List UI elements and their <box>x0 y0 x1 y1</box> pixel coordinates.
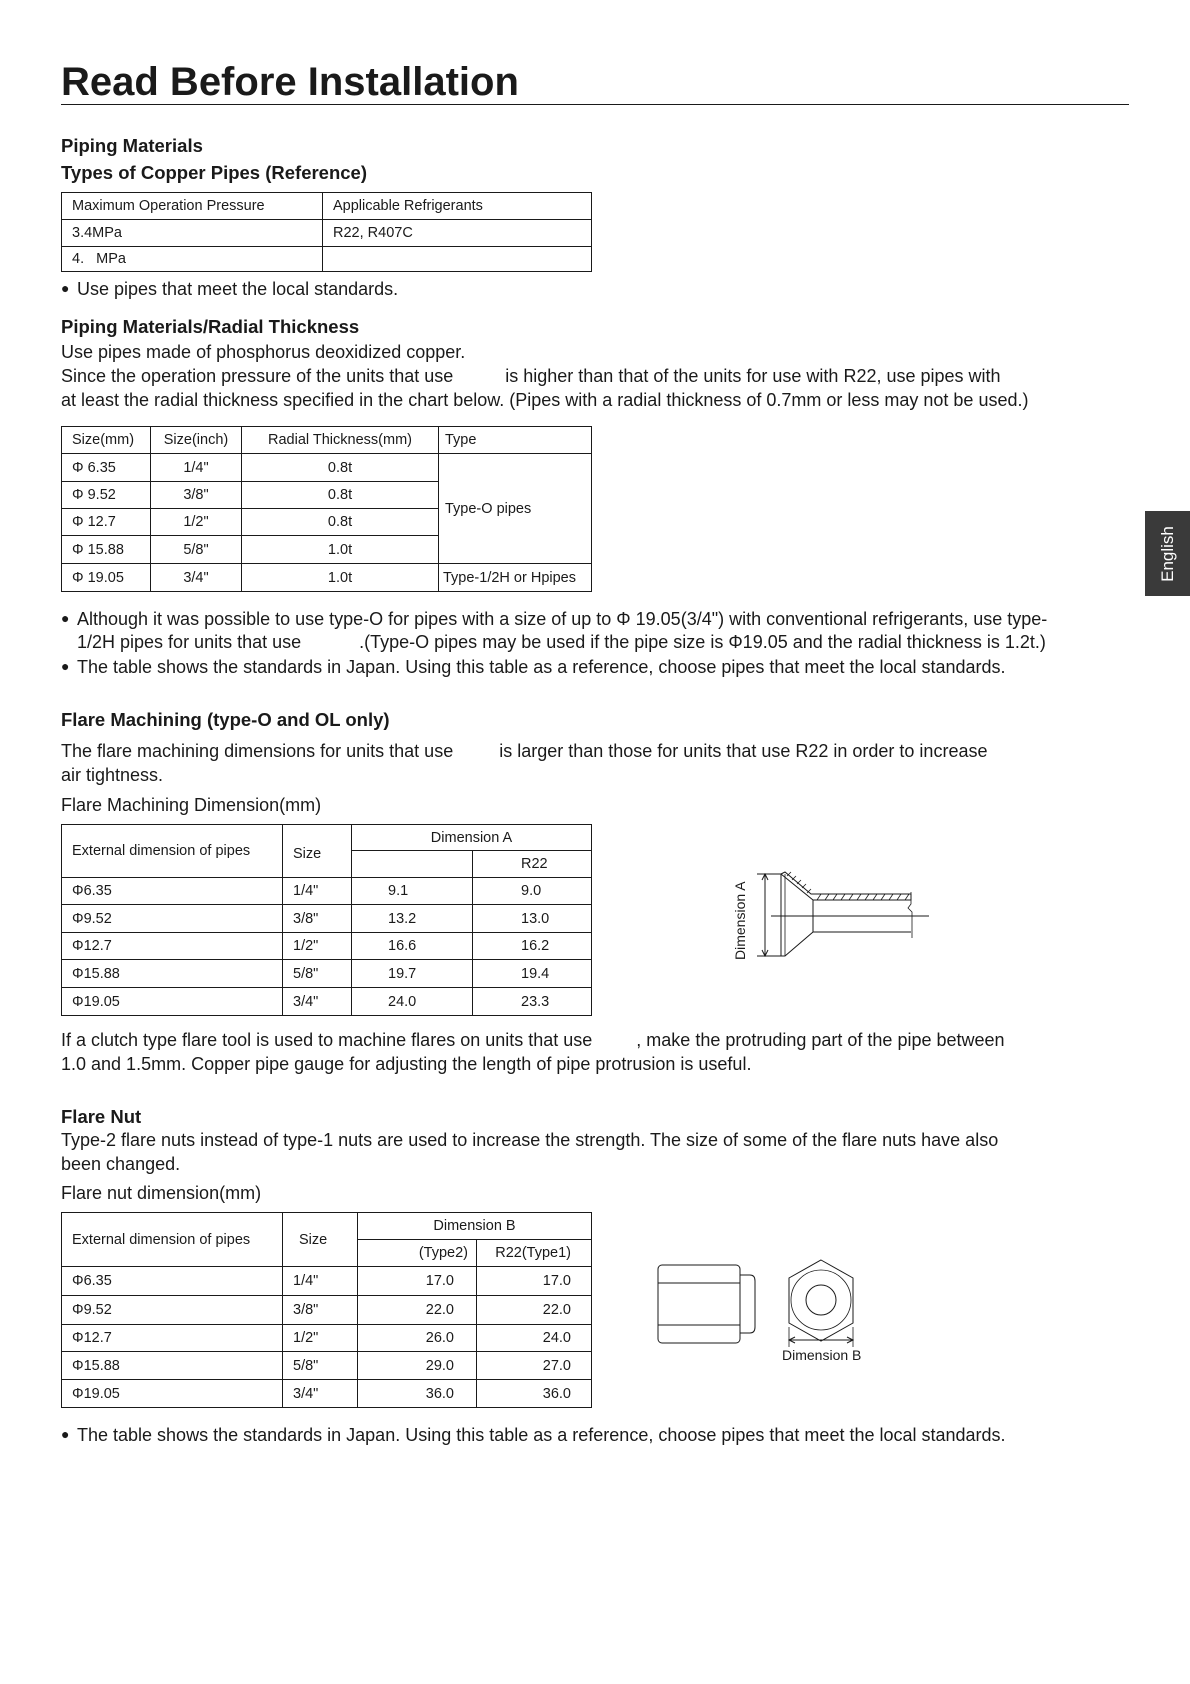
paragraph-pressure: Since the operation pressure of the units that use is higher than that of the units for use with R22, use pipes with <box>61 366 1001 386</box>
page-title: Read Before Installation <box>61 60 519 104</box>
table-cell: 1/2" <box>283 933 352 960</box>
table-cell: 22.0 <box>358 1296 477 1325</box>
table-cell: 36.0 <box>358 1380 477 1408</box>
bullet-japan-standards: ● The table shows the standards in Japan. Using this table as a reference, choose pipes that meet the local standards. <box>61 654 1006 679</box>
table-cell: 3/8" <box>151 482 242 509</box>
table-cell: 16.2 <box>473 933 592 960</box>
paragraph-clutch-tool: If a clutch type flare tool is used to machine flares on units that use , make the protruding part of the pipe between <box>61 1030 1005 1050</box>
table-row <box>62 960 592 988</box>
table-cell: Φ12.7 <box>62 933 283 960</box>
table-cell: 1/4" <box>151 454 242 482</box>
bullet-icon: ● <box>61 658 70 674</box>
table-cell: 1.0t <box>242 536 439 564</box>
table-cell: 24.0 <box>352 988 473 1016</box>
table-header-group: Dimension A <box>352 825 592 851</box>
table-cell: 1/4" <box>283 1267 358 1296</box>
table-cell: 5/8" <box>283 1352 358 1380</box>
table-cell: 0.8t <box>242 509 439 536</box>
table-cell: 3/4" <box>151 564 242 592</box>
paragraph-air-tightness: air tightness. <box>61 765 164 785</box>
table-cell: Φ 9.52 <box>62 482 151 509</box>
table-row <box>62 454 592 482</box>
paragraph-flare-nut-2: been changed. <box>61 1154 181 1174</box>
table-cell: 27.0 <box>477 1352 592 1380</box>
table-cell: 0.8t <box>242 454 439 482</box>
paragraph-copper: Use pipes made of phosphorus deoxidized copper. <box>61 342 466 362</box>
table-header-row <box>62 193 592 220</box>
section-heading-flare-nut: Flare Nut <box>61 1106 142 1127</box>
table-cell: Φ 19.05 <box>62 564 151 592</box>
flare-diagram-icon <box>725 860 945 970</box>
language-tab-label: English <box>1157 525 1177 582</box>
table-cell: 29.0 <box>358 1352 477 1380</box>
table-row <box>62 1380 592 1408</box>
table-row <box>62 1296 592 1325</box>
bullet-icon: ● <box>61 1426 70 1442</box>
table-cell: 36.0 <box>477 1380 592 1408</box>
copper-pipes-table <box>61 192 592 272</box>
table-row <box>62 564 592 592</box>
table-header-cell: Size(mm) <box>62 427 151 454</box>
table-cell: 17.0 <box>358 1267 477 1296</box>
caption-flare-machining: Flare Machining Dimension(mm) <box>61 795 322 815</box>
section-heading-radial-thickness: Piping Materials/Radial Thickness <box>61 316 360 337</box>
table-header-cell: Size(inch) <box>151 427 242 454</box>
table-row <box>62 1267 592 1296</box>
flare-nut-table <box>61 1212 592 1408</box>
radial-thickness-table <box>61 426 592 592</box>
table-cell: 0.8t <box>242 482 439 509</box>
table-cell: 16.6 <box>352 933 473 960</box>
table-cell: Φ9.52 <box>62 1296 283 1325</box>
table-header-cell: Radial Thickness(mm) <box>242 427 439 454</box>
table-cell: 3/4" <box>283 1380 358 1408</box>
table-header-cell: Size <box>283 825 352 878</box>
table-header-cell: R22(Type1) <box>477 1240 592 1267</box>
table-cell: 3/8" <box>283 1296 358 1325</box>
table-cell-type-merged: Type-O pipes <box>439 454 592 564</box>
table-cell: 13.2 <box>352 905 473 933</box>
paragraph-flare-dimensions: The flare machining dimensions for units that use is larger than those for units that use R22 in order to increase <box>61 741 988 761</box>
bullet-icon: ● <box>61 610 70 626</box>
paragraph-flare-nut-1: Type-2 flare nuts instead of type-1 nuts are used to increase the strength. The size of some of the flare nuts have also <box>61 1130 999 1150</box>
table-cell: Φ15.88 <box>62 1352 283 1380</box>
table-cell: 13.0 <box>473 905 592 933</box>
table-header-group: Dimension B <box>358 1213 592 1240</box>
table-cell: Φ 12.7 <box>62 509 151 536</box>
table-header-cell: (Type2) <box>358 1240 477 1267</box>
table-row <box>62 220 592 247</box>
table-cell <box>323 247 592 272</box>
title-rule <box>61 104 1129 105</box>
table-row <box>62 933 592 960</box>
table-cell: 9.0 <box>473 878 592 905</box>
table-cell: 17.0 <box>477 1267 592 1296</box>
paragraph-thickness-note: at least the radial thickness specified in the chart below. (Pipes with a radial thickness of 0.7mm or less may not be used.) <box>61 390 1029 410</box>
bullet-icon: ● <box>61 280 70 296</box>
table-header-cell: Type <box>439 427 592 454</box>
table-cell: 5/8" <box>151 536 242 564</box>
table-row <box>62 1325 592 1352</box>
table-header-cell: R22 <box>473 851 592 878</box>
section-heading-flare-machining: Flare Machining (type-O and OL only) <box>61 709 390 730</box>
table-header-cell: External dimension of pipes <box>62 1213 283 1267</box>
caption-flare-nut: Flare nut dimension(mm) <box>61 1183 262 1203</box>
table-cell: 23.3 <box>473 988 592 1016</box>
table-cell: Φ15.88 <box>62 960 283 988</box>
table-header-row <box>62 825 592 851</box>
table-header-cell <box>352 851 473 878</box>
table-cell-type-last: Type-1/2H or Hpipes <box>439 564 592 592</box>
table-row <box>62 905 592 933</box>
bullet-local-standards: ● Use pipes that meet the local standards. <box>61 276 398 301</box>
flare-diagram-label: Dimension A <box>732 881 748 960</box>
table-cell: Φ6.35 <box>62 878 283 905</box>
table-cell: 1/4" <box>283 878 352 905</box>
flare-nut-diagram-icon <box>655 1255 895 1365</box>
table-cell: 9.1 <box>352 878 473 905</box>
table-row <box>62 247 592 272</box>
table-row <box>62 1352 592 1380</box>
table-cell: 22.0 <box>477 1296 592 1325</box>
table-header-cell: Maximum Operation Pressure <box>62 193 323 220</box>
section-heading-piping-materials: Piping Materials <box>61 135 203 156</box>
table-cell: 1/2" <box>283 1325 358 1352</box>
bullet-type-o-note: ● Although it was possible to use type-O for pipes with a size of up to Φ 19.05(3/4") with conventional refrigerants, use type- <box>61 606 1047 631</box>
table-cell: 19.4 <box>473 960 592 988</box>
table-header-cell: Size <box>283 1213 358 1267</box>
table-cell: R22, R407C <box>323 220 592 247</box>
table-cell: Φ6.35 <box>62 1267 283 1296</box>
table-cell: Φ19.05 <box>62 1380 283 1408</box>
table-cell: Φ19.05 <box>62 988 283 1016</box>
table-cell: 1.0t <box>242 564 439 592</box>
table-cell: 3/8" <box>283 905 352 933</box>
table-header-row <box>62 427 592 454</box>
table-header-row <box>62 1213 592 1240</box>
table-cell: Φ9.52 <box>62 905 283 933</box>
table-cell: 3.4MPa <box>62 220 323 247</box>
table-cell: 5/8" <box>283 960 352 988</box>
table-cell: 24.0 <box>477 1325 592 1352</box>
table-cell: 19.7 <box>352 960 473 988</box>
table-cell: 26.0 <box>358 1325 477 1352</box>
table-cell: Φ12.7 <box>62 1325 283 1352</box>
table-cell: 4. MPa <box>62 247 323 272</box>
table-header-cell: Applicable Refrigerants <box>323 193 592 220</box>
bullet-type-o-note-cont: 1/2H pipes for units that use .(Type-O pipes may be used if the pipe size is Φ19.05 and the radial thickness is 1.2t.) <box>77 632 1046 652</box>
paragraph-protrusion: 1.0 and 1.5mm. Copper pipe gauge for adjusting the length of pipe protrusion is useful. <box>61 1054 752 1074</box>
flare-machining-table <box>61 824 592 1016</box>
flare-nut-diagram-label: Dimension B <box>782 1347 862 1363</box>
table-row <box>62 988 592 1016</box>
table-cell: Φ 6.35 <box>62 454 151 482</box>
bullet-flare-nut-standards: ● The table shows the standards in Japan. Using this table as a reference, choose pipes that meet the local standards. <box>61 1422 1006 1447</box>
subheading-copper-pipes: Types of Copper Pipes (Reference) <box>61 162 368 183</box>
table-cell: 3/4" <box>283 988 352 1016</box>
table-row <box>62 878 592 905</box>
table-cell: 1/2" <box>151 509 242 536</box>
table-cell: Φ 15.88 <box>62 536 151 564</box>
table-header-cell: External dimension of pipes <box>62 825 283 878</box>
language-tab-english <box>1145 511 1190 596</box>
